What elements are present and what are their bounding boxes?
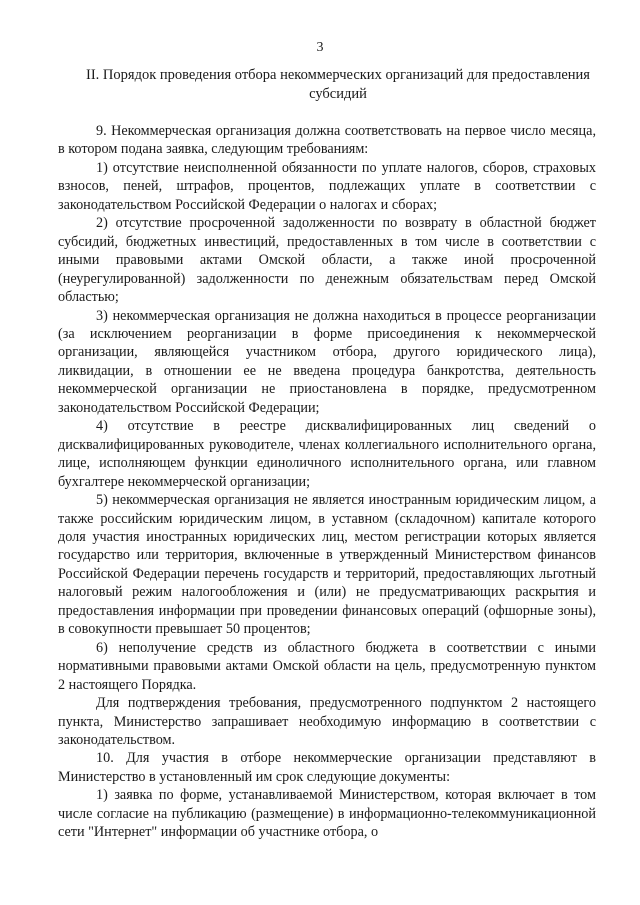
paragraph-item-10: 10. Для участия в отборе некоммерческие организации представляют в Министерство в установленный им срок следующие документы:: [58, 750, 596, 785]
paragraph-requirement-5: 5) некоммерческая организация не является иностранным юридическим лицом, а также российским юридическим лицом, в уставном (складочном) капитале которого доля участия иностранных юридических лиц, местом регистрации которых является государство или территория, включенные в утвержденный Министерством финансов Российской Федерации перечень государств и территорий, предоставляющих льготный налоговый режим налогообложения и (или) не предусматривающих раскрытия и предоставления информации при проведении финансовых операций (офшорные зоны), в совокупности превышает 50 процентов;: [58, 492, 596, 638]
paragraph-requirement-1: 1) отсутствие неисполненной обязанности по уплате налогов, сборов, страховых взносов, пеней, штрафов, процентов, подлежащих уплате в соответствии с законодательством Российской Федерации о налогах и сборах;: [58, 159, 596, 213]
paragraph-document-1: 1) заявка по форме, устанавливаемой Министерством, которая включает в том числе согласие на публикацию (размещение) в информационно-телекоммуникационной сети "Интернет" информации об участнике отбора, о: [58, 787, 596, 841]
paragraph-requirement-2: 2) отсутствие просроченной задолженности по возврату в областной бюджет субсидий, бюджетных инвестиций, предоставленных в том числе в соответствии с иными правовыми актами Омской области, а также иной просроченной (неурегулированной) задолженности по денежным обязательствам перед Омской областью;: [58, 215, 596, 306]
paragraph-requirement-6: 6) неполучение средств из областного бюджета в соответствии с иными нормативными правовыми актами Омской области на цель, предусмотренную пунктом 2 настоящего Порядка.: [58, 639, 596, 693]
document-body: [58, 122, 596, 842]
section-title: II. Порядок проведения отбора некоммерческих организаций для предоставления субсидий: [86, 67, 590, 102]
paragraph-requirement-4: 4) отсутствие в реестре дисквалифицированных лиц сведений о дисквалифицированных руководителе, членах коллегиального исполнительного органа, лице, исполняющем функции единоличного исполнительного органа, или главном бухгалтере некоммерческой организации;: [58, 418, 596, 490]
paragraph-confirmation-note: Для подтверждения требования, предусмотренного подпунктом 2 настоящего пункта, Министерство запрашивает необходимую информацию в соответствии с законодательством.: [58, 695, 596, 748]
page-number: 3: [316, 40, 324, 55]
paragraph-requirement-3: 3) некоммерческая организация не должна находиться в процессе реорганизации (за исключением реорганизации в форме присоединения к некоммерческой организации, являющейся участником отбора, другого юридического лица), ликвидации, в отношении ее не введена процедура банкротства, деятельность некоммерческой организации не приостановлена в порядке, предусмотренном законодательством Российской Федерации;: [58, 307, 596, 416]
paragraph-item-9: 9. Некоммерческая организация должна соответствовать на первое число месяца, в котором подана заявка, следующим требованиям:: [58, 123, 596, 158]
